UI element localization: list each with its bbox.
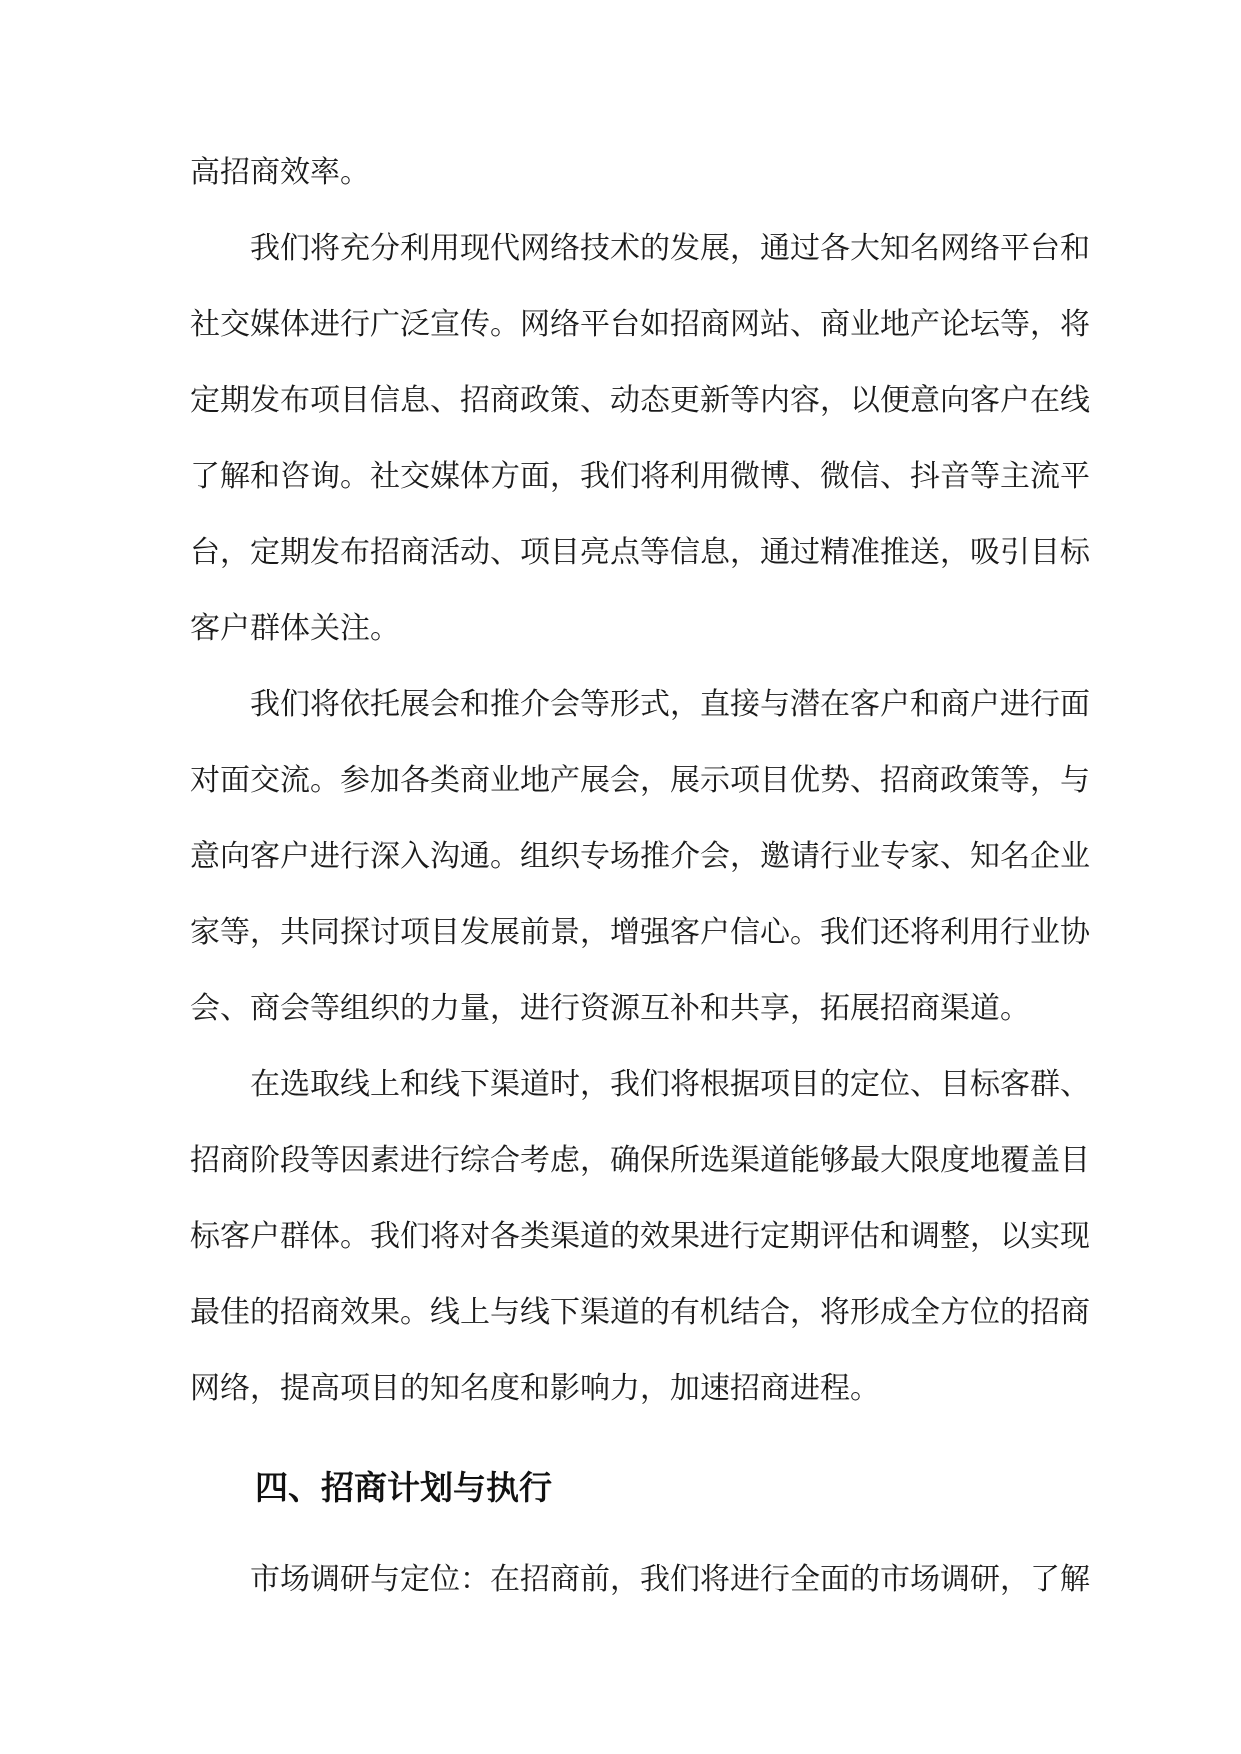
paragraph-line: 标客户群体。我们将对各类渠道的效果进行定期评估和调整，以实现 [190,1219,1090,1254]
paragraph-line: 家等，共同探讨项目发展前景，增强客户信心。我们还将利用行业协 [190,915,1090,950]
paragraph-line: 在选取线上和线下渠道时，我们将根据项目的定位、目标客群、 [250,1067,1090,1102]
paragraph-line: 我们将充分利用现代网络技术的发展，通过各大知名网络平台和 [250,231,1090,266]
paragraph-line: 客户群体关注。 [190,611,400,646]
paragraph-line: 对面交流。参加各类商业地产展会，展示项目优势、招商政策等，与 [190,763,1090,798]
paragraph-line: 网络，提高项目的知名度和影响力，加速招商进程。 [190,1371,880,1406]
paragraph-line: 招商阶段等因素进行综合考虑，确保所选渠道能够最大限度地覆盖目 [190,1143,1090,1178]
paragraph-line: 定期发布项目信息、招商政策、动态更新等内容，以便意向客户在线 [190,383,1090,418]
paragraph-line: 高招商效率。 [190,155,370,190]
paragraph-line: 我们将依托展会和推介会等形式，直接与潜在客户和商户进行面 [250,687,1090,722]
paragraph-line: 了解和咨询。社交媒体方面，我们将利用微博、微信、抖音等主流平 [190,459,1090,494]
paragraph-line: 台，定期发布招商活动、项目亮点等信息，通过精准推送，吸引目标 [190,535,1090,570]
section-heading: 四、招商计划与执行 [255,1468,552,1507]
paragraph-line: 会、商会等组织的力量，进行资源互补和共享，拓展招商渠道。 [190,991,1030,1026]
paragraph-line: 最佳的招商效果。线上与线下渠道的有机结合，将形成全方位的招商 [190,1295,1090,1330]
paragraph-line: 意向客户进行深入沟通。组织专场推介会，邀请行业专家、知名企业 [190,839,1090,874]
paragraph-line: 社交媒体进行广泛宣传。网络平台如招商网站、商业地产论坛等，将 [190,307,1090,342]
paragraph-line: 市场调研与定位：在招商前，我们将进行全面的市场调研，了解 [250,1562,1090,1597]
